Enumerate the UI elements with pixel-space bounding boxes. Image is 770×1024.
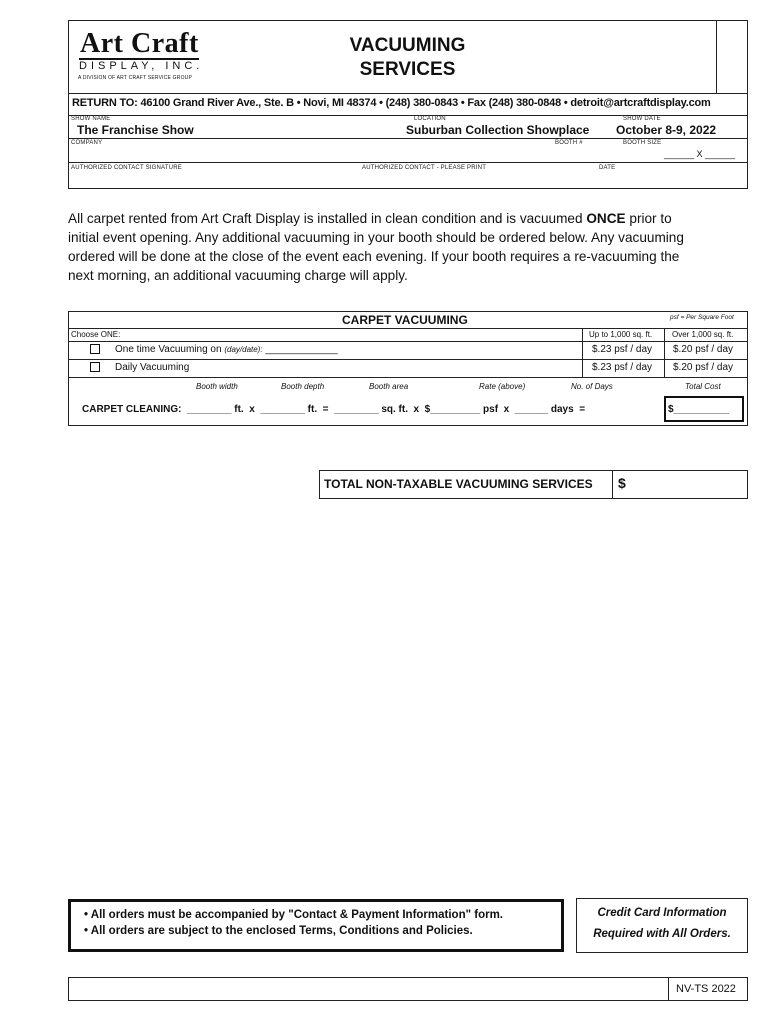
checkbox-daily[interactable]: [90, 362, 100, 372]
psf-note: psf = Per Square Foot: [670, 314, 734, 321]
title-line-2: SERVICES: [359, 59, 456, 80]
credit-card-line-1: Credit Card Information: [597, 907, 727, 919]
choose-label: Choose ONE:: [71, 330, 121, 339]
form-code: NV-TS 2022: [676, 983, 736, 995]
company-label: COMPANY: [71, 140, 103, 146]
date-label: DATE: [599, 165, 616, 171]
booth-size-field[interactable]: ______ X ______: [664, 149, 736, 159]
carpet-rule-2: [68, 341, 748, 342]
total-cost-field[interactable]: $__________: [664, 396, 744, 422]
calc-header-total: Total Cost: [685, 382, 721, 391]
credit-card-line-2: Required with All Orders.: [593, 928, 731, 940]
form-code-divider: [668, 977, 669, 1001]
header-rule-3: [68, 138, 748, 139]
one-time-date-field[interactable]: _____________: [262, 344, 338, 355]
checkbox-one-time[interactable]: [90, 344, 100, 354]
calc-header-depth: Booth depth: [281, 382, 325, 391]
intro-line-2: initial event opening. Any additional vacuuming in your booth should be ordered below. Any vacuuming: [68, 230, 684, 245]
one-time-price-up-to: $.23 psf / day: [592, 344, 653, 355]
note-1-text: All orders must be accompanied by "Contact & Payment Information" form.: [90, 909, 503, 921]
option-one-time: [115, 344, 338, 355]
show-name-value[interactable]: The Franchise Show: [77, 123, 194, 137]
option-one-time-label: One time Vacuuming on: [115, 344, 222, 355]
location-value[interactable]: Suburban Collection Showplace: [406, 123, 590, 137]
header-divider: [716, 20, 717, 94]
one-time-price-over: $.20 psf / day: [673, 344, 734, 355]
note-bullet-1: • All orders must be accompanied by "Contact & Payment Information" form.: [84, 909, 503, 921]
calc-header-width: Booth width: [196, 382, 238, 391]
show-date-label: SHOW DATE: [623, 116, 661, 122]
intro-line-3: ordered will be done at the close of the event each evening. If your booth requires a re-vacuuming the: [68, 249, 680, 264]
col-divider-1: [582, 328, 583, 377]
show-name-label: SHOW NAME: [71, 116, 111, 122]
return-to-address: RETURN TO: 46100 Grand River Ave., Ste. B • Novi, MI 48374 • (248) 380-0843 • Fax (248) 380-0848 • detroit@artcraftdisplay.com: [72, 97, 711, 109]
logo-sub: DISPLAY, INC.: [79, 60, 204, 72]
daily-price-up-to: $.23 psf / day: [592, 362, 653, 373]
col-up-to: Up to 1,000 sq. ft.: [589, 330, 653, 339]
note-2-text: All orders are subject to the enclosed Terms, Conditions and Policies.: [90, 925, 473, 937]
calc-header-rate: Rate (above): [479, 382, 526, 391]
header-rule-1: [68, 93, 748, 94]
intro-once: ONCE: [586, 211, 626, 226]
carpet-cleaning-calc[interactable]: CARPET CLEANING: ________ ft. x ________ ft. = ________ sq. ft. x $_________ psf x ______ days =: [82, 404, 586, 415]
calc-header-days: No. of Days: [571, 382, 613, 391]
col-over: Over 1,000 sq. ft.: [672, 330, 734, 339]
total-amount-field[interactable]: $: [618, 475, 626, 491]
total-divider: [612, 470, 613, 499]
intro-line-1-a: All carpet rented from Art Craft Display is installed in clean condition and is vacuumed: [68, 211, 587, 226]
intro-line-4: next morning, an additional vacuuming charge will apply.: [68, 268, 408, 283]
form-code-box: [68, 977, 748, 1001]
calc-header-area: Booth area: [369, 382, 409, 391]
signature-label: AUTHORIZED CONTACT SIGNATURE: [71, 165, 182, 171]
intro-line-1: [68, 209, 758, 228]
booth-label: BOOTH #: [555, 140, 583, 146]
page-title: [300, 34, 515, 82]
daily-price-over: $.20 psf / day: [673, 362, 734, 373]
intro-paragraph: [68, 209, 758, 285]
carpet-rule-1: [68, 328, 748, 329]
header-rule-4: [68, 162, 748, 163]
note-bullet-2: • All orders are subject to the enclosed Terms, Conditions and Policies.: [84, 925, 473, 937]
booth-size-label: BOOTH SIZE: [623, 140, 662, 146]
total-label: TOTAL NON-TAXABLE VACUUMING SERVICES: [324, 477, 593, 491]
carpet-rule-4: [68, 377, 748, 378]
logo-name: Art Craft: [80, 28, 199, 59]
print-name-label: AUTHORIZED CONTACT - PLEASE PRINT: [362, 165, 487, 171]
option-daily-label: Daily Vacuuming: [115, 362, 190, 373]
title-line-1: VACUUMING: [349, 35, 466, 56]
show-date-value[interactable]: October 8-9, 2022: [616, 123, 717, 137]
carpet-rule-3: [68, 359, 748, 360]
col-divider-2: [664, 328, 665, 377]
logo-division: A DIVISION OF ART CRAFT SERVICE GROUP: [78, 75, 192, 81]
intro-line-1-b: prior to: [625, 211, 672, 226]
location-label: LOCATION: [414, 116, 446, 122]
option-one-time-daydate: (day/date):: [224, 345, 263, 354]
carpet-title: CARPET VACUUMING: [342, 313, 468, 327]
